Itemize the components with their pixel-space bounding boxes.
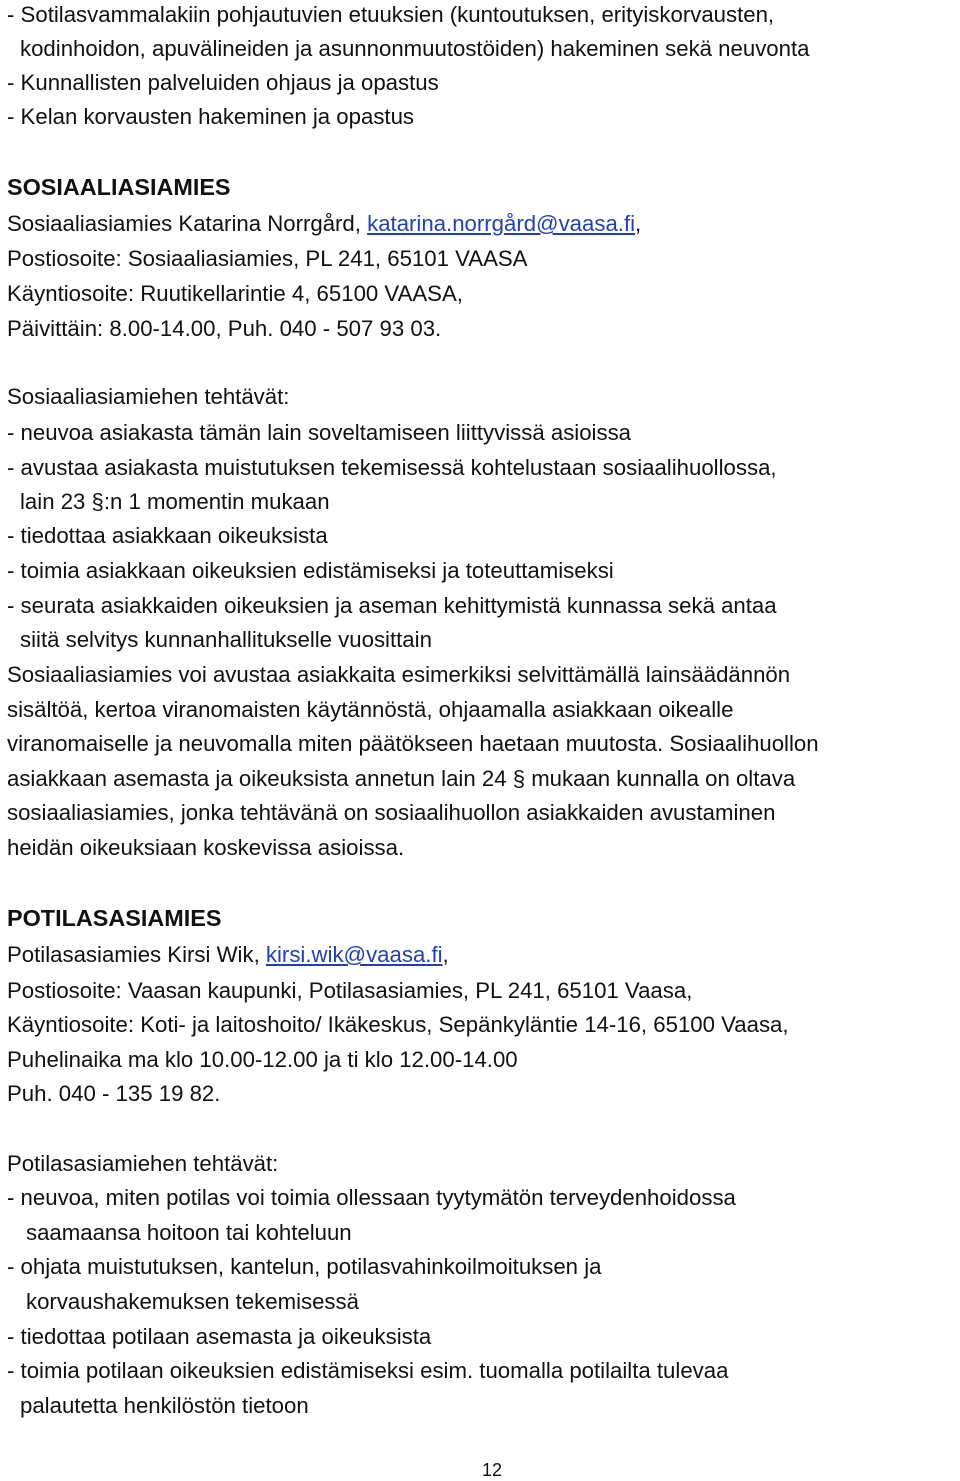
paragraph-line: sisältöä, kertoa viranomaisten käytännöstä, ohjaamalla asiakkaan oikealle [7,697,734,722]
duty-item: - toimia asiakkaan oikeuksien edistämiseksi ja toteuttamiseksi [7,558,614,583]
postal-address: Postiosoite: Sosiaaliasiamies, PL 241, 65101 VAASA [7,246,528,271]
contact-line [7,942,449,968]
duty-item: siitä selvitys kunnanhallitukselle vuosittain [20,627,432,652]
duty-item: - toimia potilaan oikeuksien edistämiseksi esim. tuomalla potilailta tulevaa [7,1358,729,1383]
section-heading-potilasasiamies: POTILASASIAMIES [7,905,222,931]
contact-suffix: , [635,211,642,236]
duty-item: - seurata asiakkaiden oikeuksien ja aseman kehittymistä kunnassa sekä antaa [7,593,777,618]
duty-item: - ohjata muistutuksen, kantelun, potilasvahinkoilmoituksen ja [7,1254,602,1279]
phone-number: Puh. 040 - 135 19 82. [7,1081,221,1106]
text-line: - Sotilasvammalakiin pohjautuvien etuuksien (kuntoutuksen, erityiskorvausten, [7,2,775,27]
contact-line [7,211,641,237]
text-line: kodinhoidon, apuvälineiden ja asunnonmuutostöiden) hakeminen sekä neuvonta [20,36,810,61]
office-hours: Päivittäin: 8.00-14.00, Puh. 040 - 507 93 03. [7,316,442,341]
phone-hours: Puhelinaika ma klo 10.00-12.00 ja ti klo 12.00-14.00 [7,1047,518,1072]
contact-name: Potilasasiamies Kirsi Wik, [7,942,266,967]
duty-item: - avustaa asiakasta muistutuksen tekemisessä kohtelustaan sosiaalihuollossa, [7,455,777,480]
duty-item: korvaushakemuksen tekemisessä [26,1289,359,1314]
duties-title: Sosiaaliasiamiehen tehtävät: [7,384,290,409]
section-heading-sosiaaliasiamies: SOSIAALIASIAMIES [7,174,231,200]
duty-item: - neuvoa, miten potilas voi toimia ollessaan tyytymätön terveydenhoidossa [7,1185,736,1210]
visiting-address: Käyntiosoite: Ruutikellarintie 4, 65100 VAASA, [7,281,463,306]
text-line: - Kelan korvausten hakeminen ja opastus [7,104,415,129]
duty-item: - neuvoa asiakasta tämän lain soveltamiseen liittyvissä asioissa [7,420,632,445]
paragraph-line: Sosiaaliasiamies voi avustaa asiakkaita esimerkiksi selvittämällä lainsäädännön [7,662,791,687]
duty-item: palautetta henkilöstön tietoon [20,1393,309,1418]
duty-item: - tiedottaa asiakkaan oikeuksista [7,523,328,548]
visiting-address: Käyntiosoite: Koti- ja laitoshoito/ Ikäkeskus, Sepänkyläntie 14-16, 65100 Vaasa, [7,1012,789,1037]
contact-name: Sosiaaliasiamies Katarina Norrgård, [7,211,368,236]
paragraph-line: sosiaaliasiamies, jonka tehtävänä on sosiaalihuollon asiakkaiden avustaminen [7,800,776,825]
paragraph-line: asiakkaan asemasta ja oikeuksista annetun lain 24 § mukaan kunnalla on oltava [7,766,796,791]
duty-item: - tiedottaa potilaan asemasta ja oikeuksista [7,1324,432,1349]
duty-item: saamaansa hoitoon tai kohteluun [26,1220,352,1245]
paragraph-line: heidän oikeuksiaan koskevissa asioissa. [7,835,405,860]
text-line: - Kunnallisten palveluiden ohjaus ja opastus [7,70,439,95]
page-number: 12 [482,1460,503,1480]
paragraph-line: viranomaiselle ja neuvomalla miten päätökseen haetaan muutosta. Sosiaalihuollon [7,731,819,756]
contact-suffix: , [442,942,449,967]
email-link[interactable]: kirsi.wik@vaasa.fi [265,942,443,967]
duties-title: Potilasasiamiehen tehtävät: [7,1151,279,1176]
email-link[interactable]: katarina.norrgård@vaasa.fi [367,211,636,236]
postal-address: Postiosoite: Vaasan kaupunki, Potilasasiamies, PL 241, 65101 Vaasa, [7,978,693,1003]
duty-item: lain 23 §:n 1 momentin mukaan [20,489,330,514]
